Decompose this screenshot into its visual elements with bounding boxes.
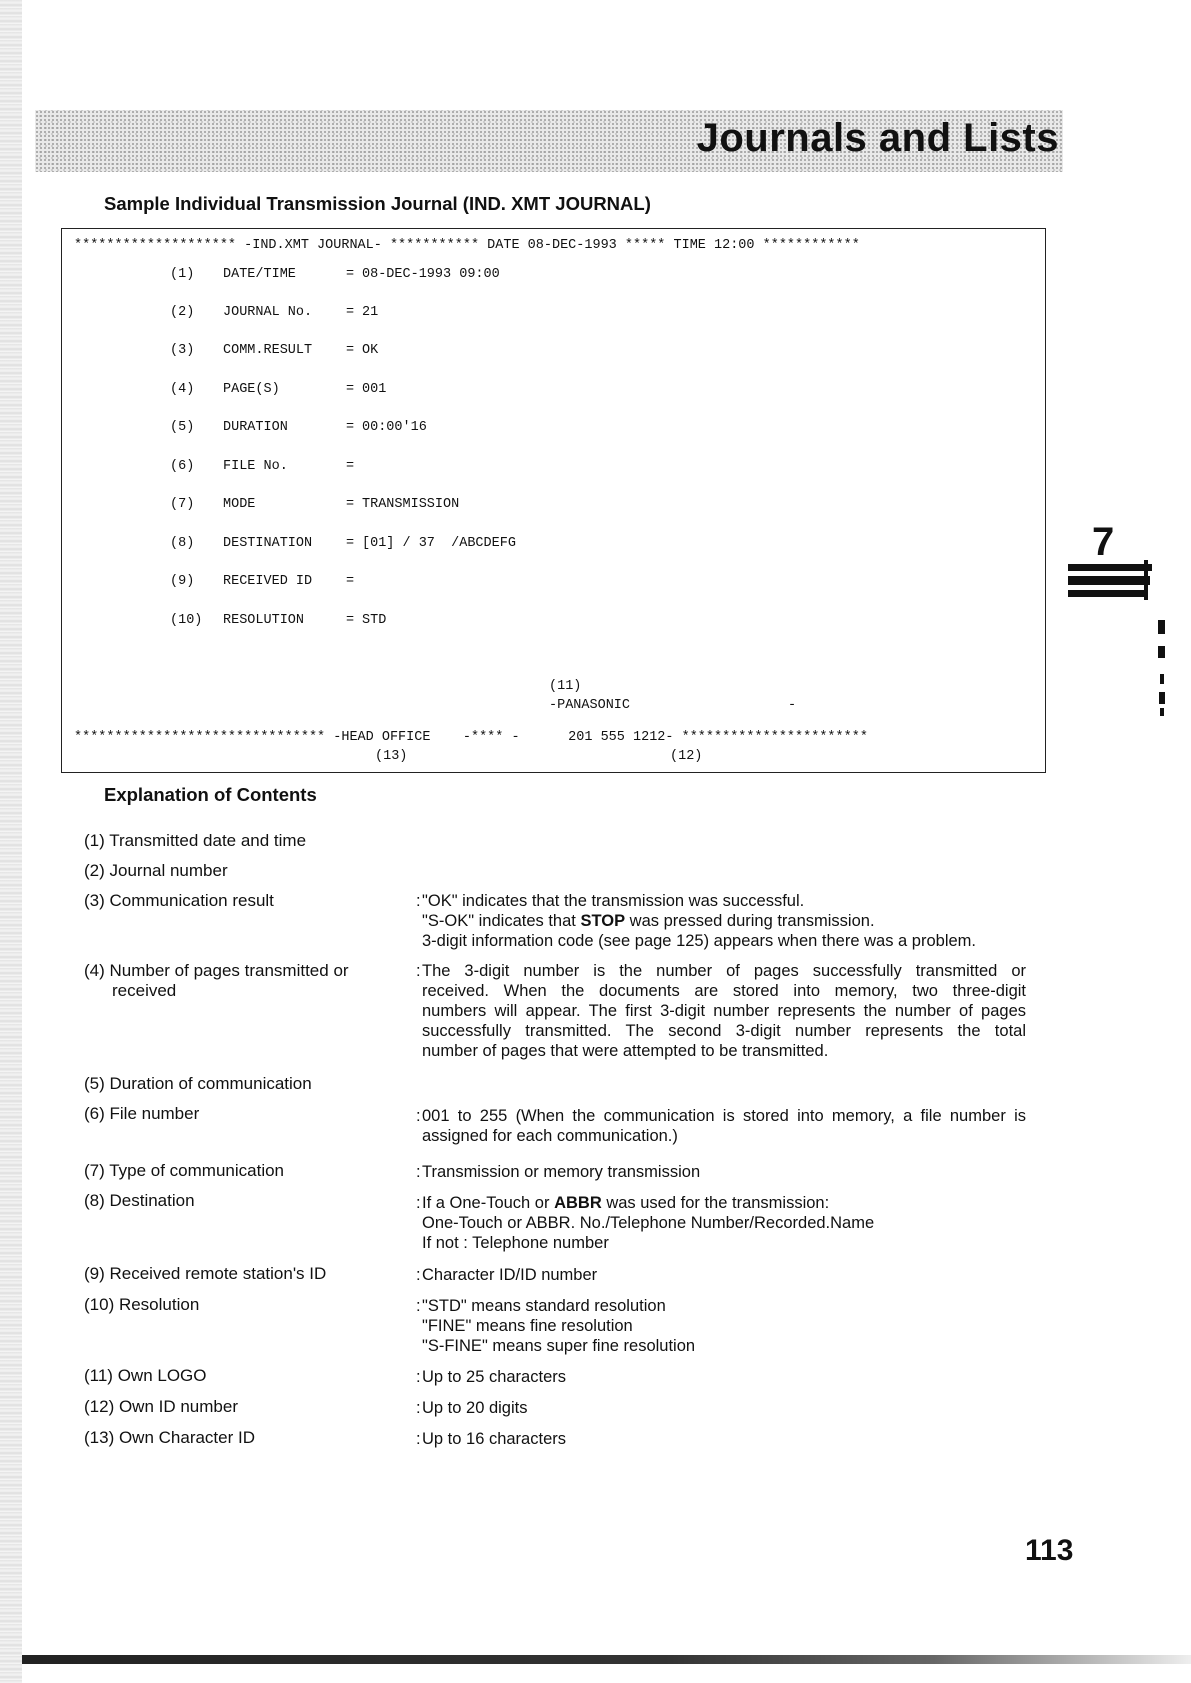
- explanation-term: (1) Transmitted date and time: [84, 831, 307, 850]
- journal-row-number: (6): [170, 459, 195, 474]
- definition-colon: :: [416, 1368, 421, 1386]
- journal-row-equals: =: [346, 267, 355, 282]
- journal-logo: -PANASONIC: [549, 698, 631, 713]
- journal-sample-box: [61, 228, 1046, 773]
- journal-row-value: 00:00'16: [362, 420, 427, 435]
- journal-row-number: (7): [170, 497, 195, 512]
- scan-bottom-edge: [22, 1655, 1191, 1664]
- journal-row-label: COMM.RESULT: [223, 343, 313, 358]
- journal-row-label: FILE No.: [223, 459, 288, 474]
- definition-colon: :: [416, 892, 421, 910]
- definition-line: Up to 20 digits: [422, 1399, 528, 1417]
- definition-line: "S-OK" indicates that STOP was pressed during transmission.: [422, 912, 875, 930]
- journal-row-label: DESTINATION: [223, 536, 313, 551]
- explanation-term: (10) Resolution: [84, 1295, 200, 1314]
- section-title: Sample Individual Transmission Journal (IND. XMT JOURNAL): [104, 193, 651, 214]
- definition-colon: :: [416, 1107, 421, 1125]
- edge-ink-marks-icon: [1155, 620, 1169, 730]
- journal-row-equals: =: [346, 613, 355, 628]
- definition-colon: :: [416, 1297, 421, 1315]
- journal-row-equals: =: [346, 497, 355, 512]
- journal-row-value: [01] / 37 /ABCDEFG: [362, 536, 516, 551]
- journal-row-value: 08-DEC-1993 09:00: [362, 267, 500, 282]
- journal-row-value: 21: [362, 305, 379, 320]
- explanation-definition: [416, 1106, 1026, 1146]
- definition-line: If a One-Touch or ABBR was used for the transmission:: [422, 1194, 830, 1212]
- journal-row-number: (8): [170, 536, 195, 551]
- explanation-term: (9) Received remote station's ID: [84, 1264, 327, 1283]
- definition-colon: :: [416, 1163, 421, 1181]
- definition-line: The 3-digit number is the number of pages successfully transmitted or: [422, 962, 1026, 980]
- explanation-term: (11) Own LOGO: [84, 1366, 207, 1385]
- definition-line: 3-digit information code (see page 125) appears when there was a problem.: [422, 932, 976, 950]
- journal-header-line: ******************** -IND.XMT JOURNAL- *********** DATE 08-DEC-1993 ***** TIME 12:00 ************: [74, 238, 860, 253]
- journal-row-value: OK: [362, 343, 379, 358]
- explanation-term-text: (4) Number of pages transmitted or: [84, 961, 349, 980]
- explanation-term: (7) Type of communication: [84, 1161, 284, 1180]
- definition-colon: :: [416, 1266, 421, 1284]
- journal-logo-dash: -: [788, 698, 797, 713]
- journal-row-equals: =: [346, 305, 355, 320]
- definition-line: One-Touch or ABBR. No./Telephone Number/Recorded.Name: [422, 1214, 875, 1232]
- definition-colon: :: [416, 1430, 421, 1448]
- definition-line: numbers will appear. The first 3-digit number represents the number of pages: [422, 1002, 1026, 1020]
- journal-row-label: DURATION: [223, 420, 288, 435]
- explanation-definition: [416, 1265, 1026, 1285]
- journal-row-value: 001: [362, 382, 387, 397]
- journal-row-label: MODE: [223, 497, 256, 512]
- explanation-term: (13) Own Character ID: [84, 1428, 255, 1447]
- journal-row-value: TRANSMISSION: [362, 497, 460, 512]
- explanation-definition: [416, 1162, 1026, 1182]
- explanation-definition: [416, 891, 1026, 951]
- definition-line: If not : Telephone number: [422, 1234, 609, 1252]
- definition-line: "FINE" means fine resolution: [422, 1317, 633, 1335]
- definition-line: Up to 25 characters: [422, 1368, 566, 1386]
- definition-line: assigned for each communication.): [422, 1127, 678, 1145]
- definition-line: 001 to 255 (When the communication is stored into memory, a file number is: [422, 1107, 1026, 1125]
- journal-row-number: (5): [170, 420, 195, 435]
- definition-line: Character ID/ID number: [422, 1266, 598, 1284]
- definition-line: number of pages that were attempted to be transmitted.: [422, 1042, 829, 1060]
- explanation-definition: [416, 961, 1026, 1061]
- scan-left-edge: [0, 0, 22, 1683]
- journal-row-number: (10): [170, 613, 203, 628]
- journal-logo-marker: (11): [549, 679, 582, 694]
- explanation-term: (12) Own ID number: [84, 1397, 238, 1416]
- journal-row-value: STD: [362, 613, 387, 628]
- definition-text: "OK" indicates that the transmission was successful.: [422, 892, 805, 910]
- journal-row-number: (3): [170, 343, 195, 358]
- definition-line: Up to 16 characters: [422, 1430, 566, 1448]
- explanation-definition: [416, 1296, 1026, 1356]
- journal-row-equals: =: [346, 459, 355, 474]
- journal-row-label: JOURNAL No.: [223, 305, 313, 320]
- definition-line: received. When the documents are stored into memory, two three-digit: [422, 982, 1026, 1000]
- definition-line: "S-FINE" means super fine resolution: [422, 1337, 696, 1355]
- journal-row-equals: =: [346, 343, 355, 358]
- header-band: [35, 110, 1063, 172]
- explanation-term: (8) Destination: [84, 1191, 195, 1210]
- definition-line: [422, 891, 1026, 911]
- explanation-term: (2) Journal number: [84, 861, 228, 880]
- journal-row-equals: =: [346, 382, 355, 397]
- journal-row-number: (4): [170, 382, 195, 397]
- journal-row-label: RECEIVED ID: [223, 574, 313, 589]
- page-title: Journals and Lists: [696, 116, 1059, 160]
- journal-row-label: RESOLUTION: [223, 613, 305, 628]
- explanation-definition: [416, 1193, 1026, 1253]
- explanation-definition: [416, 1398, 1026, 1418]
- definition-line: Transmission or memory transmission: [422, 1163, 701, 1181]
- explanation-definition: [416, 1429, 1026, 1449]
- definition-colon: :: [416, 1194, 421, 1212]
- explanation-definition: [416, 1367, 1026, 1387]
- explanation-term: (6) File number: [84, 1104, 200, 1123]
- journal-row-equals: =: [346, 536, 355, 551]
- journal-row-number: (1): [170, 267, 195, 282]
- journal-row-number: (2): [170, 305, 195, 320]
- explanation-term-wrap: received: [112, 981, 177, 1000]
- explanation-title: Explanation of Contents: [104, 784, 317, 805]
- journal-row-number: (9): [170, 574, 195, 589]
- definition-colon: :: [416, 962, 421, 980]
- journal-row-equals: =: [346, 574, 355, 589]
- journal-footer-marker-13: (13): [375, 749, 408, 764]
- journal-row-label: DATE/TIME: [223, 267, 296, 282]
- definition-line: "STD" means standard resolution: [422, 1297, 666, 1315]
- definition-line: successfully transmitted. The second 3-digit number represents the total: [422, 1022, 1026, 1040]
- definition-colon: :: [416, 1399, 421, 1417]
- chapter-tab-marker-icon: [1068, 560, 1154, 610]
- explanation-term: [84, 961, 384, 1001]
- explanation-term: (5) Duration of communication: [84, 1074, 312, 1093]
- journal-row-label: PAGE(S): [223, 382, 280, 397]
- page-number: 113: [1025, 1534, 1074, 1567]
- explanation-term: (3) Communication result: [84, 891, 274, 910]
- journal-footer-marker-12: (12): [670, 749, 703, 764]
- journal-footer-line: ******************************* -HEAD OFFICE -**** - 201 555 1212- ***********************: [74, 730, 868, 745]
- chapter-number: 7: [1092, 520, 1115, 564]
- journal-row-equals: =: [346, 420, 355, 435]
